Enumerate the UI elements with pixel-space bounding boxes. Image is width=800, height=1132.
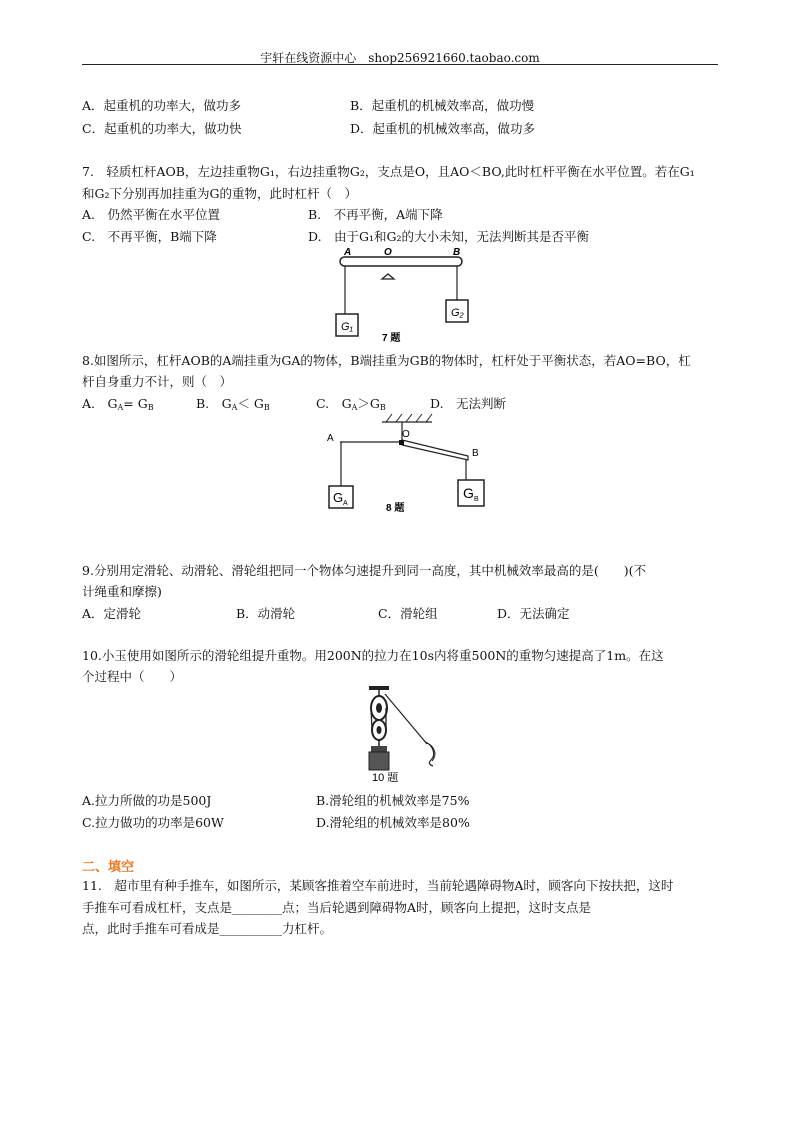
q7-stem-line1: 7. 轻质杠杆AOB，左边挂重物G₁，右边挂重物G₂，支点是O，且AO＜BO,此时杠杆平衡在水平位置。若在G₁ (82, 164, 695, 179)
q7-lever-bar (340, 257, 462, 266)
q10-ceiling-mount (369, 686, 389, 690)
q7-option-d: D. 由于G₁和G₂的大小未知，无法判断其是否平衡 (308, 229, 590, 244)
q10-hand (425, 742, 434, 766)
q7-label-g1: G₁ (341, 321, 354, 333)
q7-label-b: B (453, 247, 461, 258)
q8-option-b: B. $G_A< G_B$ (196, 396, 270, 412)
q9-stem-line2: 计绳重和摩擦) (82, 584, 162, 599)
q8-label-gb-sub: B (474, 496, 479, 503)
q10-option-a: A.拉力所做的功是500J (82, 793, 212, 808)
q10-stem-line2: 个过程中（ ） (82, 669, 183, 684)
q7-label-g2: G₂ (451, 307, 464, 319)
q6-option-b: B．起重机的机械效率高，做功慢 (350, 98, 535, 113)
q6-option-c: C．起重机的功率大，做功快 (82, 121, 242, 136)
q8-label-ga-sub: A (343, 500, 348, 507)
q7-caption: 7 题 (382, 333, 401, 344)
q8-stem-line2: 杆自身重力不计，则（ ） (82, 374, 233, 389)
q8-option-d: D. 无法判断 (430, 396, 507, 411)
q10-option-d: D.滑轮组的机械效率是80% (316, 815, 470, 830)
q8-lever-figure (322, 410, 492, 518)
q8-option-a: A. $G_A= G_B$ (82, 396, 154, 412)
q8-label-b: B (472, 448, 479, 459)
q9-option-b: B．动滑轮 (236, 606, 296, 621)
q11-stem-line2: 手推车可看成杠杆，支点是________点；当后轮遇到障碍物A时，顾客向上提把，这时支点是 (82, 900, 592, 915)
q10-weight (369, 752, 389, 770)
q10-stem-line1: 10.小玉使用如图所示的滑轮组提升重物。用200N的拉力在10s内将重500N的重物匀速提高了1m。在这 (82, 648, 664, 663)
q6-option-d: D．起重机的机械效率高，做功多 (350, 121, 536, 136)
q9-option-c: C．滑轮组 (378, 606, 438, 621)
q8-caption: 8 题 (386, 503, 405, 514)
q9-option-a: A．定滑轮 (82, 606, 142, 621)
q7-option-c: C. 不再平衡，B端下降 (82, 229, 217, 244)
q7-lever-figure (330, 246, 480, 346)
q8-label-ga: G (333, 490, 344, 505)
q8-label-o: O (402, 429, 410, 440)
q7-option-b: B. 不再平衡，A端下降 (308, 207, 443, 222)
header-rule (82, 64, 718, 65)
q8-label-gb: G (463, 485, 474, 501)
q8-label-a: A (327, 433, 334, 444)
q7-fulcrum (382, 274, 394, 279)
q10-pulley-figure (355, 682, 455, 784)
q8-lever-right (402, 440, 468, 460)
q10-option-b: B.滑轮组的机械效率是75% (316, 793, 470, 808)
q8-option-c: C. $G_A>G_B$ (316, 396, 386, 412)
section-title-fill-in: 二、填空 (82, 860, 135, 875)
q9-option-d: D．无法确定 (497, 606, 570, 621)
q10-caption: 10 题 (372, 772, 399, 784)
q7-label-a: A (344, 247, 352, 258)
q10-option-c: C.拉力做功的功率是60W (82, 815, 224, 830)
q8-stem-line1: 8.如图所示，杠杆AOB的A端挂重为GA的物体，B端挂重为GB的物体时，杠杆处于平衡状态，若AO=BO，杠 (82, 353, 691, 368)
q11-stem-line1: 11. 超市里有种手推车，如图所示，某顾客推着空车前进时，当前轮遇障碍物A时，顾客向下按扶把，这时 (82, 878, 674, 893)
q11-stem-line3: 点，此时手推车可看成是__________力杠杆。 (82, 921, 333, 936)
q9-stem-line1: 9.分别用定滑轮、动滑轮、滑轮组把同一个物体匀速提升到同一高度，其中机械效率最高的是( )(不 (82, 563, 647, 578)
page-header: 宇轩在线资源中心 shop256921660.taobao.com (260, 51, 540, 65)
q7-option-a: A. 仍然平衡在水平位置 (82, 207, 221, 222)
q8-pivot (399, 440, 404, 445)
q10-rope (385, 694, 427, 744)
q7-label-o: O (384, 247, 392, 258)
q7-stem-line2: 和G₂下分别再加挂重为G的重物，此时杠杆（ ） (82, 186, 357, 201)
q6-option-a: A．起重机的功率大，做功多 (82, 98, 242, 113)
